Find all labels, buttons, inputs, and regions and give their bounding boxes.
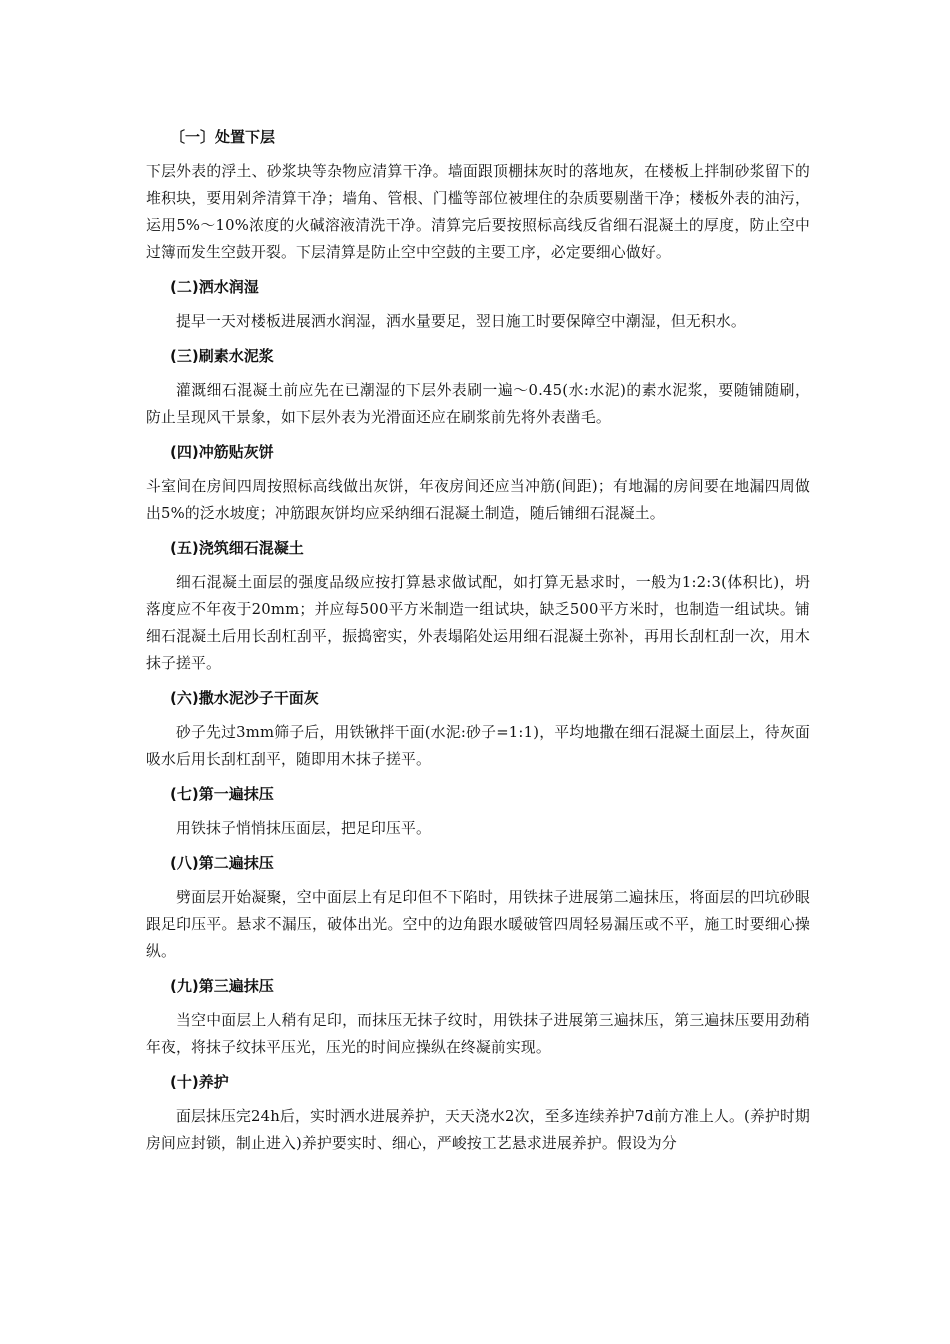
section-body: 面层抹压完24h后，实时洒水进展养护，天天浇水2次，至多连续养护7d前方准上人。(养护时期房间应封锁，制止进入)养护要实时、细心，严峻按工艺悬求进展养护。假设为分	[146, 1108, 810, 1152]
section-title: (六)撒水泥沙子干面灰	[170, 689, 319, 707]
section-body: 劈面层开始凝聚，空中面层上有足印但不下陷时，用铁抹子进展第二遍抹压，将面层的凹坑砂眼跟足印压平。悬求不漏压，破体出光。空中的边角跟水暖破管四周轻易漏压或不平，施工时要细心操纵。	[146, 889, 810, 960]
section-title: (三)刷素水泥浆	[170, 347, 274, 365]
section-title: (二)洒水润湿	[170, 278, 259, 296]
section-4	[146, 439, 810, 527]
section-body: 提早一天对楼板进展洒水润湿，洒水量要足，翌日施工时要保障空中潮湿，但无积水。	[176, 313, 746, 330]
document-page	[146, 124, 810, 1165]
section-10	[146, 1069, 810, 1157]
section-body: 细石混凝土面层的强度品级应按打算悬求做试配，如打算无悬求时，一般为1:2:3(体积比)，坍落度应不年夜于20mm；并应每500平方米制造一组试块，缺乏500平方米时，也制造一组试块。铺细石混凝土后用长刮杠刮平，振捣密实，外表塌陷处运用细石混凝土弥补，再用长刮杠刮一次，用木抹子搓平。	[146, 574, 810, 672]
section-2	[146, 274, 810, 335]
section-8	[146, 850, 810, 965]
section-body: 用铁抹子悄悄抹压面层，把足印压平。	[176, 820, 431, 837]
section-title: (五)浇筑细石混凝土	[170, 539, 304, 557]
section-title: (十)养护	[170, 1073, 229, 1091]
section-body: 下层外表的浮土、砂浆块等杂物应清算干净。墙面跟顶棚抹灰时的落地灰，在楼板上拌制砂浆留下的堆积块，要用剁斧清算干净；墙角、管根、门槛等部位被埋住的杂质要剔凿干净；楼板外表的油污，运用5%～10%浓度的火碱溶液清洗干净。清算完后要按照标高线反省细石混凝土的厚度，防止空中过簿而发生空鼓开裂。下层清算是防止空中空鼓的主要工序，必定要细心做好。	[146, 163, 810, 261]
section-body: 当空中面层上人稍有足印，而抹压无抹子纹时，用铁抹子进展第三遍抹压，第三遍抹压要用劲稍年夜，将抹子纹抹平压光，压光的时间应操纵在终凝前实现。	[146, 1012, 810, 1056]
section-9	[146, 973, 810, 1061]
section-body: 斗室间在房间四周按照标高线做出灰饼，年夜房间还应当冲筋(间距)；有地漏的房间要在地漏四周做出5%的泛水坡度；冲筋跟灰饼均应采纳细石混凝土制造，随后铺细石混凝土。	[146, 478, 810, 522]
section-title: (八)第二遍抹压	[170, 854, 274, 872]
section-7	[146, 781, 810, 842]
section-title: (九)第三遍抹压	[170, 977, 274, 995]
section-title: (七)第一遍抹压	[170, 785, 274, 803]
section-body: 砂子先过3mm筛子后，用铁锹拌干面(水泥:砂子=1:1)，平均地撒在细石混凝土面层上，待灰面吸水后用长刮杠刮平，随即用木抹子搓平。	[146, 724, 810, 768]
section-1	[146, 124, 810, 266]
section-title: 〔一〕处置下层	[170, 128, 276, 146]
section-3	[146, 343, 810, 431]
section-5	[146, 535, 810, 677]
section-title: (四)冲筋贴灰饼	[170, 443, 274, 461]
section-6	[146, 685, 810, 773]
section-body: 灌溉细石混凝土前应先在已潮湿的下层外表刷一遍～0.45(水:水泥)的素水泥浆，要随铺随刷，防止呈现风干景象，如下层外表为光滑面还应在刷浆前先将外表凿毛。	[146, 382, 810, 426]
